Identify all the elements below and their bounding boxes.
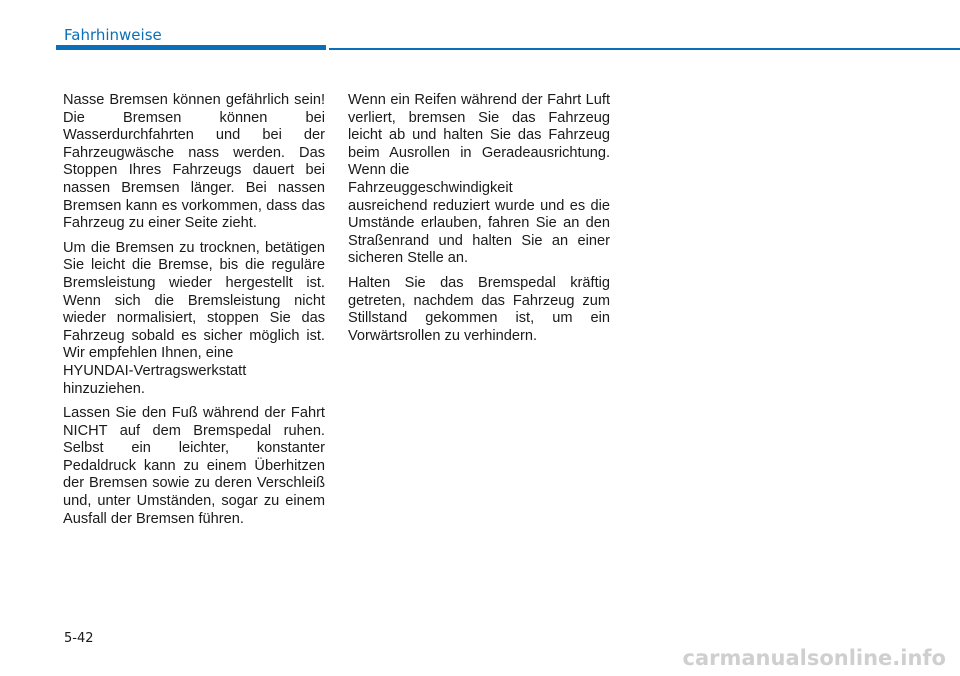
header-rule-thick bbox=[56, 45, 326, 50]
paragraph-wet-brakes: Nasse Bremsen können gefährlich sein! Die Bremsen können bei Wasserdurchfahrten und bei der Fahrzeugwäsche nass werden. Das Stoppen Ihres Fahrzeugs dauert bei nassen Bremsen länger. Bei nassen Bremsen kann es vorkommen, dass das Fahrzeug zu einer Seite zieht. bbox=[63, 92, 325, 232]
paragraph-tire-loss bbox=[348, 92, 610, 268]
paragraph-hold-pedal: Halten Sie das Bremspedal kräftig getreten, nachdem das Fahrzeug zum Stillstand gekommen ist, um ein Vorwärtsrollen zu verhindern. bbox=[348, 274, 610, 344]
letterspaced-word-text: HYUNDAI-Vertragswerkstatt bbox=[63, 362, 247, 379]
page-number: 5-42 bbox=[64, 631, 94, 646]
paragraph-drying-brakes-text: Um die Bremsen zu trocknen, betätigen Sie leicht die Bremse, bis die reguläre Bremsleistung wieder hergestellt ist. Wenn sich die Bremsleistung nicht wieder normalisiert, stoppen Sie das Fahrzeug sobald es sicher möglich ist. Wir empfehlen Ihnen, eine bbox=[63, 239, 325, 362]
letterspaced-word bbox=[348, 180, 610, 198]
paragraph-drying-brakes bbox=[63, 240, 325, 398]
paragraph-drying-brakes-end: hinzuziehen. bbox=[63, 380, 145, 397]
letterspaced-word-text: Fahrzeuggeschwindigkeit bbox=[348, 179, 513, 196]
paragraph-tire-loss-end: ausreichend reduziert wurde und es die Umstände erlauben, fahren Sie an den Straßenrand und halten Sie an einer sicheren Stelle an. bbox=[348, 197, 610, 267]
right-column bbox=[348, 92, 610, 352]
section-title: Fahrhinweise bbox=[64, 26, 162, 44]
paragraph-tire-loss-text: Wenn ein Reifen während der Fahrt Luft verliert, bremsen Sie das Fahrzeug leicht ab und halten Sie das Fahrzeug beim Ausrollen in Geradeausrichtung. Wenn die bbox=[348, 92, 610, 179]
paragraph-foot-on-pedal: Lassen Sie den Fuß während der Fahrt NICHT auf dem Bremspedal ruhen. Selbst ein leichter, konstanter Pedaldruck kann zu einem Überhitzen der Bremsen sowie zu deren Verschleiß und, unter Umständen, sogar zu einem Ausfall der Bremsen führen. bbox=[63, 405, 325, 527]
left-column bbox=[63, 92, 325, 535]
header-rule-thin bbox=[329, 48, 960, 50]
watermark: carmanualsonline.info bbox=[682, 646, 946, 670]
letterspaced-word bbox=[63, 363, 325, 381]
